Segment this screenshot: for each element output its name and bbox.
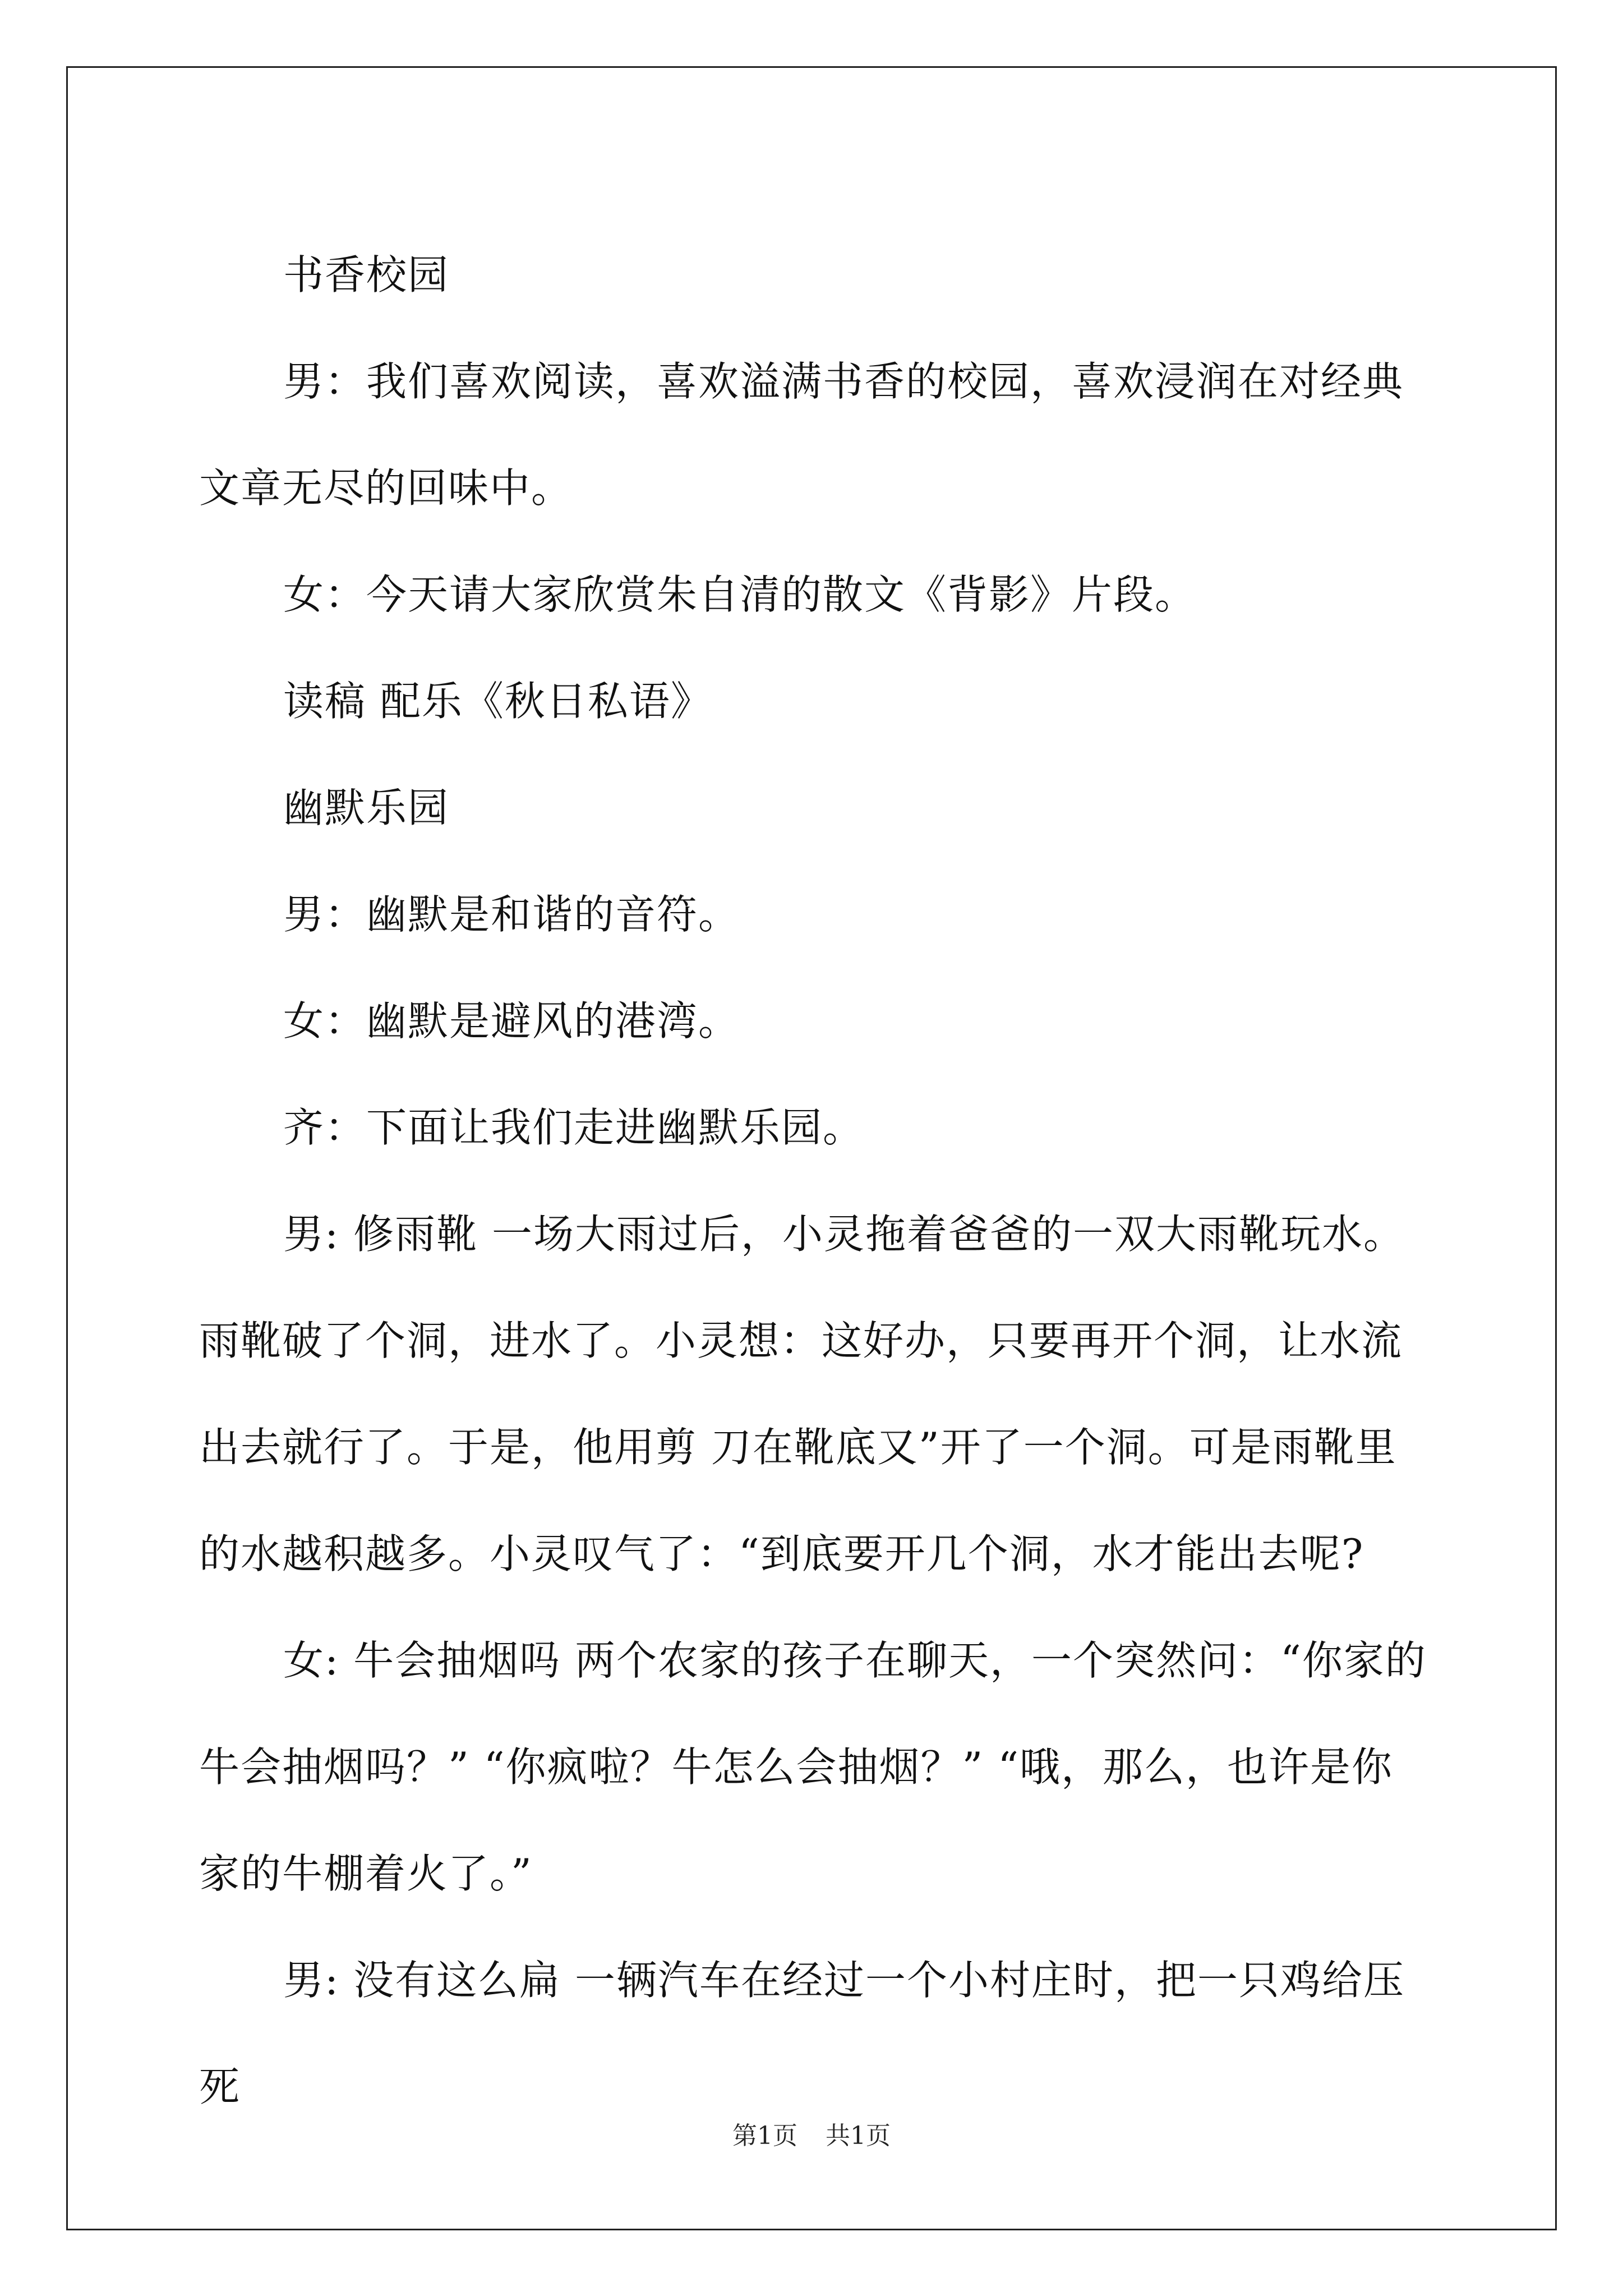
section-heading-book-campus: 书香校园	[283, 251, 450, 298]
paragraph: 读稿 配乐《秋日私语》	[283, 678, 712, 725]
document-body	[199, 222, 1433, 2140]
page-footer	[0, 2119, 1623, 2153]
paragraph: 男: 没有这么扁 一辆汽车在经过一个小村庄时，把一只鸡给压死	[199, 1957, 1405, 2110]
paragraph: 男: 修雨靴 一场大雨过后，小灵拖着爸爸的一双大雨靴玩水。雨靴破了个洞，进水了。小灵想：这好办，只要再开个洞，让水流出去就行了。于是，他用剪 刀在靴底又”开了一个洞。可是雨靴里的水越积越多。小灵叹气了：“到底要开几个洞，水才能出去呢?	[199, 1211, 1405, 1577]
section-heading-humor-park: 幽默乐园	[283, 784, 450, 831]
paragraph: 女：幽默是避风的港湾。	[283, 997, 740, 1045]
paragraph: 女：今天请大家欣赏朱自清的散文《背影》片段。	[283, 571, 1197, 618]
paragraph: 男：幽默是和谐的音符。	[283, 891, 740, 938]
paragraph: 男：我们喜欢阅读，喜欢溢满书香的校园，喜欢浸润在对经典文章无尽的回味中。	[199, 358, 1404, 512]
page-number: 第1页	[732, 2122, 797, 2150]
page-total: 共1页	[826, 2122, 891, 2150]
paragraph: 女: 牛会抽烟吗 两个农家的孩子在聊天，一个突然问：“你家的牛会抽烟吗？” “你疯啦？牛怎么会抽烟？” “哦，那么，也许是你家的牛棚着火了。”	[199, 1637, 1427, 1897]
paragraph: 齐：下面让我们走进幽默乐园。	[283, 1104, 865, 1151]
